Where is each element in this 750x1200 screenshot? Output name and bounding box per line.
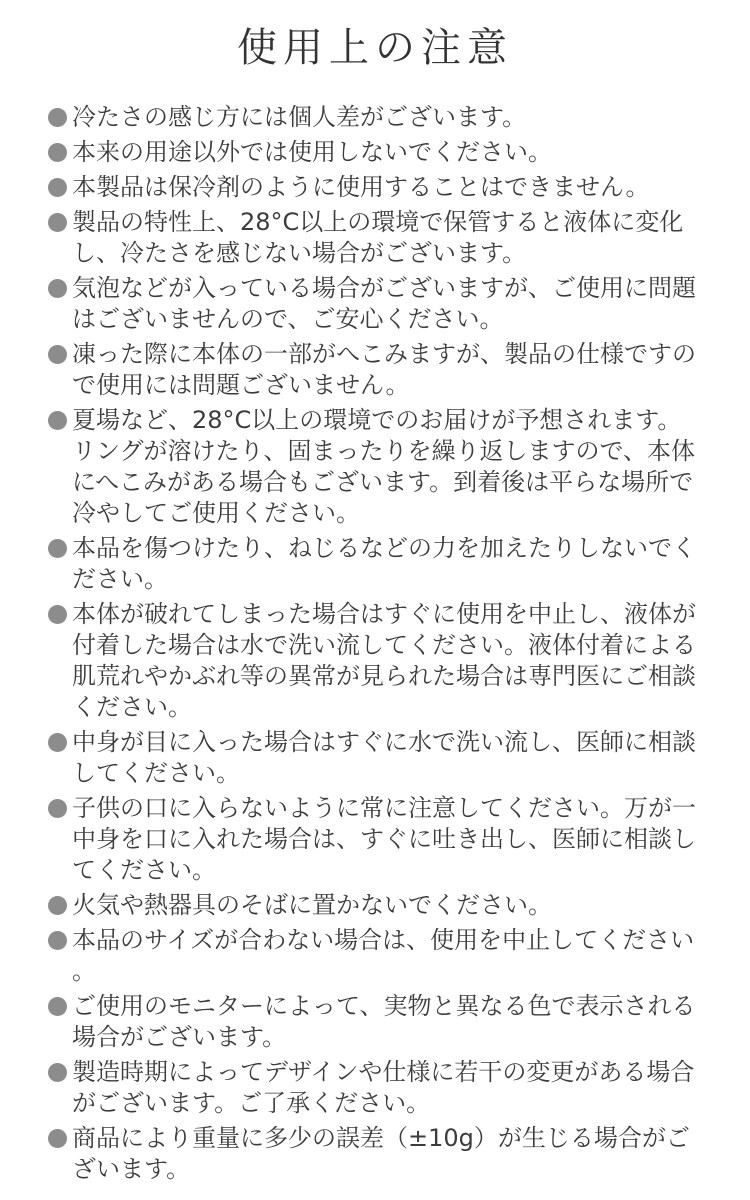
note-text: 冷たさの感じ方には個人差がございます。	[72, 103, 527, 131]
bullet-icon	[48, 405, 72, 436]
note-text: 本品のサイズが合わない場合は、使用を中止してください。	[72, 926, 695, 985]
list-item	[48, 925, 702, 987]
list-item	[48, 599, 702, 723]
bullet-dot-icon	[48, 143, 67, 162]
bullet-dot-icon	[48, 605, 67, 624]
note-text: 夏場など、28°C以上の環境でのお届けが予想されます。リングが溶けたり、固まったりを繰り返しますので、本体にへこみがある場合もございます。到着後は平らな場所で冷やしてご使用ください。	[72, 406, 696, 527]
bullet-dot-icon	[48, 799, 67, 818]
list-item	[48, 890, 702, 921]
note-text: ご使用のモニターによって、実物と異なる色で表示される場合がございます。	[72, 992, 696, 1051]
bullet-icon	[48, 1057, 72, 1088]
bullet-dot-icon	[48, 997, 67, 1016]
bullet-icon	[48, 890, 72, 921]
bullet-icon	[48, 925, 72, 956]
bullet-dot-icon	[48, 213, 67, 232]
bullet-icon	[48, 102, 72, 133]
bullet-icon	[48, 207, 72, 238]
list-item	[48, 405, 702, 529]
bullet-icon	[48, 1123, 72, 1154]
list-item	[48, 102, 702, 133]
list-item	[48, 793, 702, 886]
list-item	[48, 727, 702, 789]
list-item	[48, 137, 702, 168]
bullet-icon	[48, 137, 72, 168]
note-text: 凍った際に本体の一部がへこみますが、製品の仕様ですので使用には問題ございません。	[72, 340, 696, 399]
note-text: 本来の用途以外では使用しないでください。	[72, 138, 552, 166]
bullet-icon	[48, 793, 72, 824]
bullet-dot-icon	[48, 539, 67, 558]
precautions-list	[48, 102, 702, 1185]
note-text: 本体が破れてしまった場合はすぐに使用を中止し、液体が付着した場合は水で洗い流してください。液体付着による肌荒れやかぶれ等の異常が見られた場合は専門医にご相談ください。	[72, 600, 696, 721]
list-item	[48, 1057, 702, 1119]
note-text: 子供の口に入らないように常に注意してください。万が一中身を口に入れた場合は、すぐに吐き出し、医師に相談してください。	[72, 794, 696, 884]
bullet-dot-icon	[48, 279, 67, 298]
bullet-icon	[48, 172, 72, 203]
bullet-dot-icon	[48, 733, 67, 752]
list-item	[48, 1123, 702, 1185]
note-text: 製品の特性上、28°C以上の環境で保管すると液体に変化し、冷たさを感じない場合がございます。	[72, 208, 684, 267]
bullet-icon	[48, 533, 72, 564]
list-item	[48, 533, 702, 595]
bullet-dot-icon	[48, 1129, 67, 1148]
bullet-icon	[48, 991, 72, 1022]
bullet-dot-icon	[48, 896, 67, 915]
bullet-icon	[48, 273, 72, 304]
note-text: 商品により重量に多少の誤差（±10g）が生じる場合がございます。	[72, 1124, 690, 1183]
bullet-dot-icon	[48, 108, 67, 127]
page-title: 使用上の注意	[237, 25, 513, 71]
list-item	[48, 207, 702, 269]
bullet-dot-icon	[48, 1063, 67, 1082]
note-text: 製造時期によってデザインや仕様に若干の変更がある場合がございます。ご了承ください。	[72, 1058, 695, 1117]
list-item	[48, 991, 702, 1053]
bullet-icon	[48, 727, 72, 758]
bullet-icon	[48, 599, 72, 630]
note-text: 中身が目に入った場合はすぐに水で洗い流し、医師に相談してください。	[72, 728, 696, 787]
note-text: 火気や熱器具のそばに置かないでください。	[72, 891, 552, 919]
list-item	[48, 339, 702, 401]
bullet-dot-icon	[48, 411, 67, 430]
bullet-icon	[48, 339, 72, 370]
bullet-dot-icon	[48, 345, 67, 364]
note-text: 本品を傷つけたり、ねじるなどの力を加えたりしないでください。	[72, 534, 696, 593]
bullet-dot-icon	[48, 931, 67, 950]
list-item	[48, 172, 702, 203]
note-text: 気泡などが入っている場合がございますが、ご使用に問題はございませんので、ご安心ください。	[72, 274, 696, 333]
note-text: 本製品は保冷剤のように使用することはできません。	[72, 173, 650, 201]
bullet-dot-icon	[48, 178, 67, 197]
list-item	[48, 273, 702, 335]
